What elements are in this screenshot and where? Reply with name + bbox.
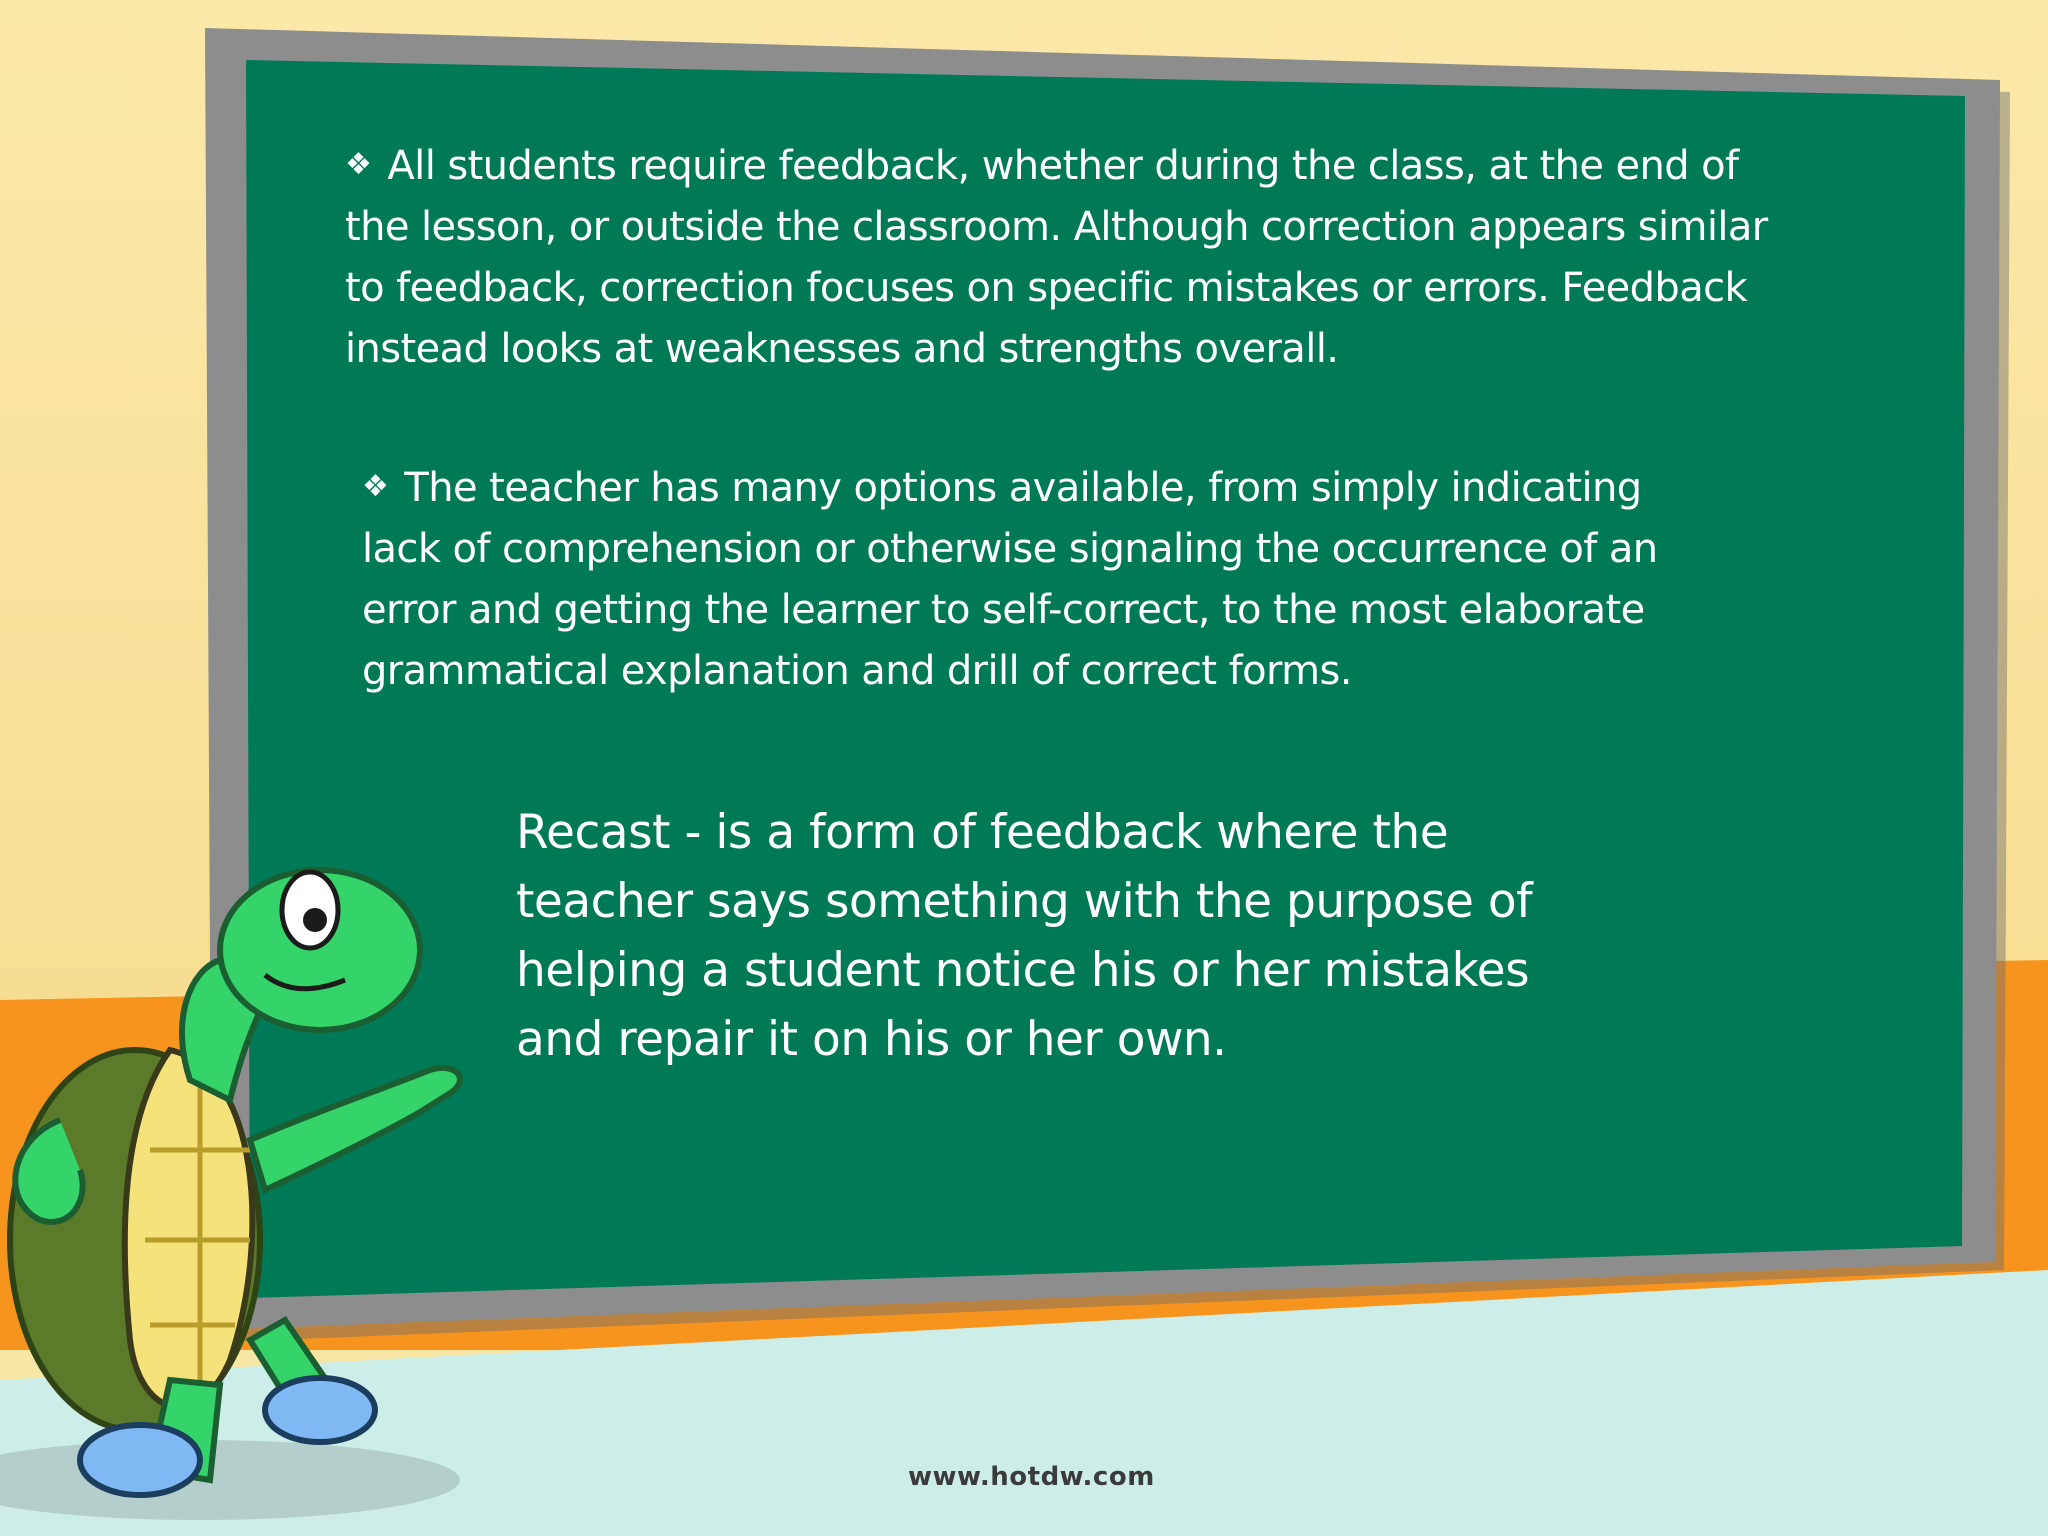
paragraph-teacher-options-text: The teacher has many options available, from simply indicating lack of comprehension or otherwise signaling the occurrence of an error and getting the learner to self-correct, to the most elaborate grammatical explanation and drill of correct forms. xyxy=(362,465,1658,694)
turtle-belly xyxy=(125,1050,253,1407)
recast-definition: Recast - is a form of feedback where the teacher says something with the purpose of helping a student notice his or her mistakes and repair it on his or her own. xyxy=(516,805,1533,1067)
site-watermark: www.hotdw.com xyxy=(908,1462,1155,1492)
turtle-shadow xyxy=(0,1440,460,1520)
turtle-right-shoe xyxy=(265,1378,375,1442)
paragraph-feedback-text: All students require feedback, whether during the class, at the end of the lesson, or outside the classroom. Although correction appears similar to feedback, correction focuses on specific mistakes or errors. Feedback instead looks at weaknesses and strengths overall. xyxy=(345,143,1768,372)
bullet-paragraph-teacher-options xyxy=(362,456,1862,702)
bullet-icon: ❖ xyxy=(345,147,372,182)
turtle-left-shoe xyxy=(80,1425,200,1495)
bullet-icon: ❖ xyxy=(362,469,389,504)
turtle-pointing-arm xyxy=(250,1068,460,1190)
turtle-illustration xyxy=(0,820,500,1536)
bullet-paragraph-feedback xyxy=(345,134,1965,380)
